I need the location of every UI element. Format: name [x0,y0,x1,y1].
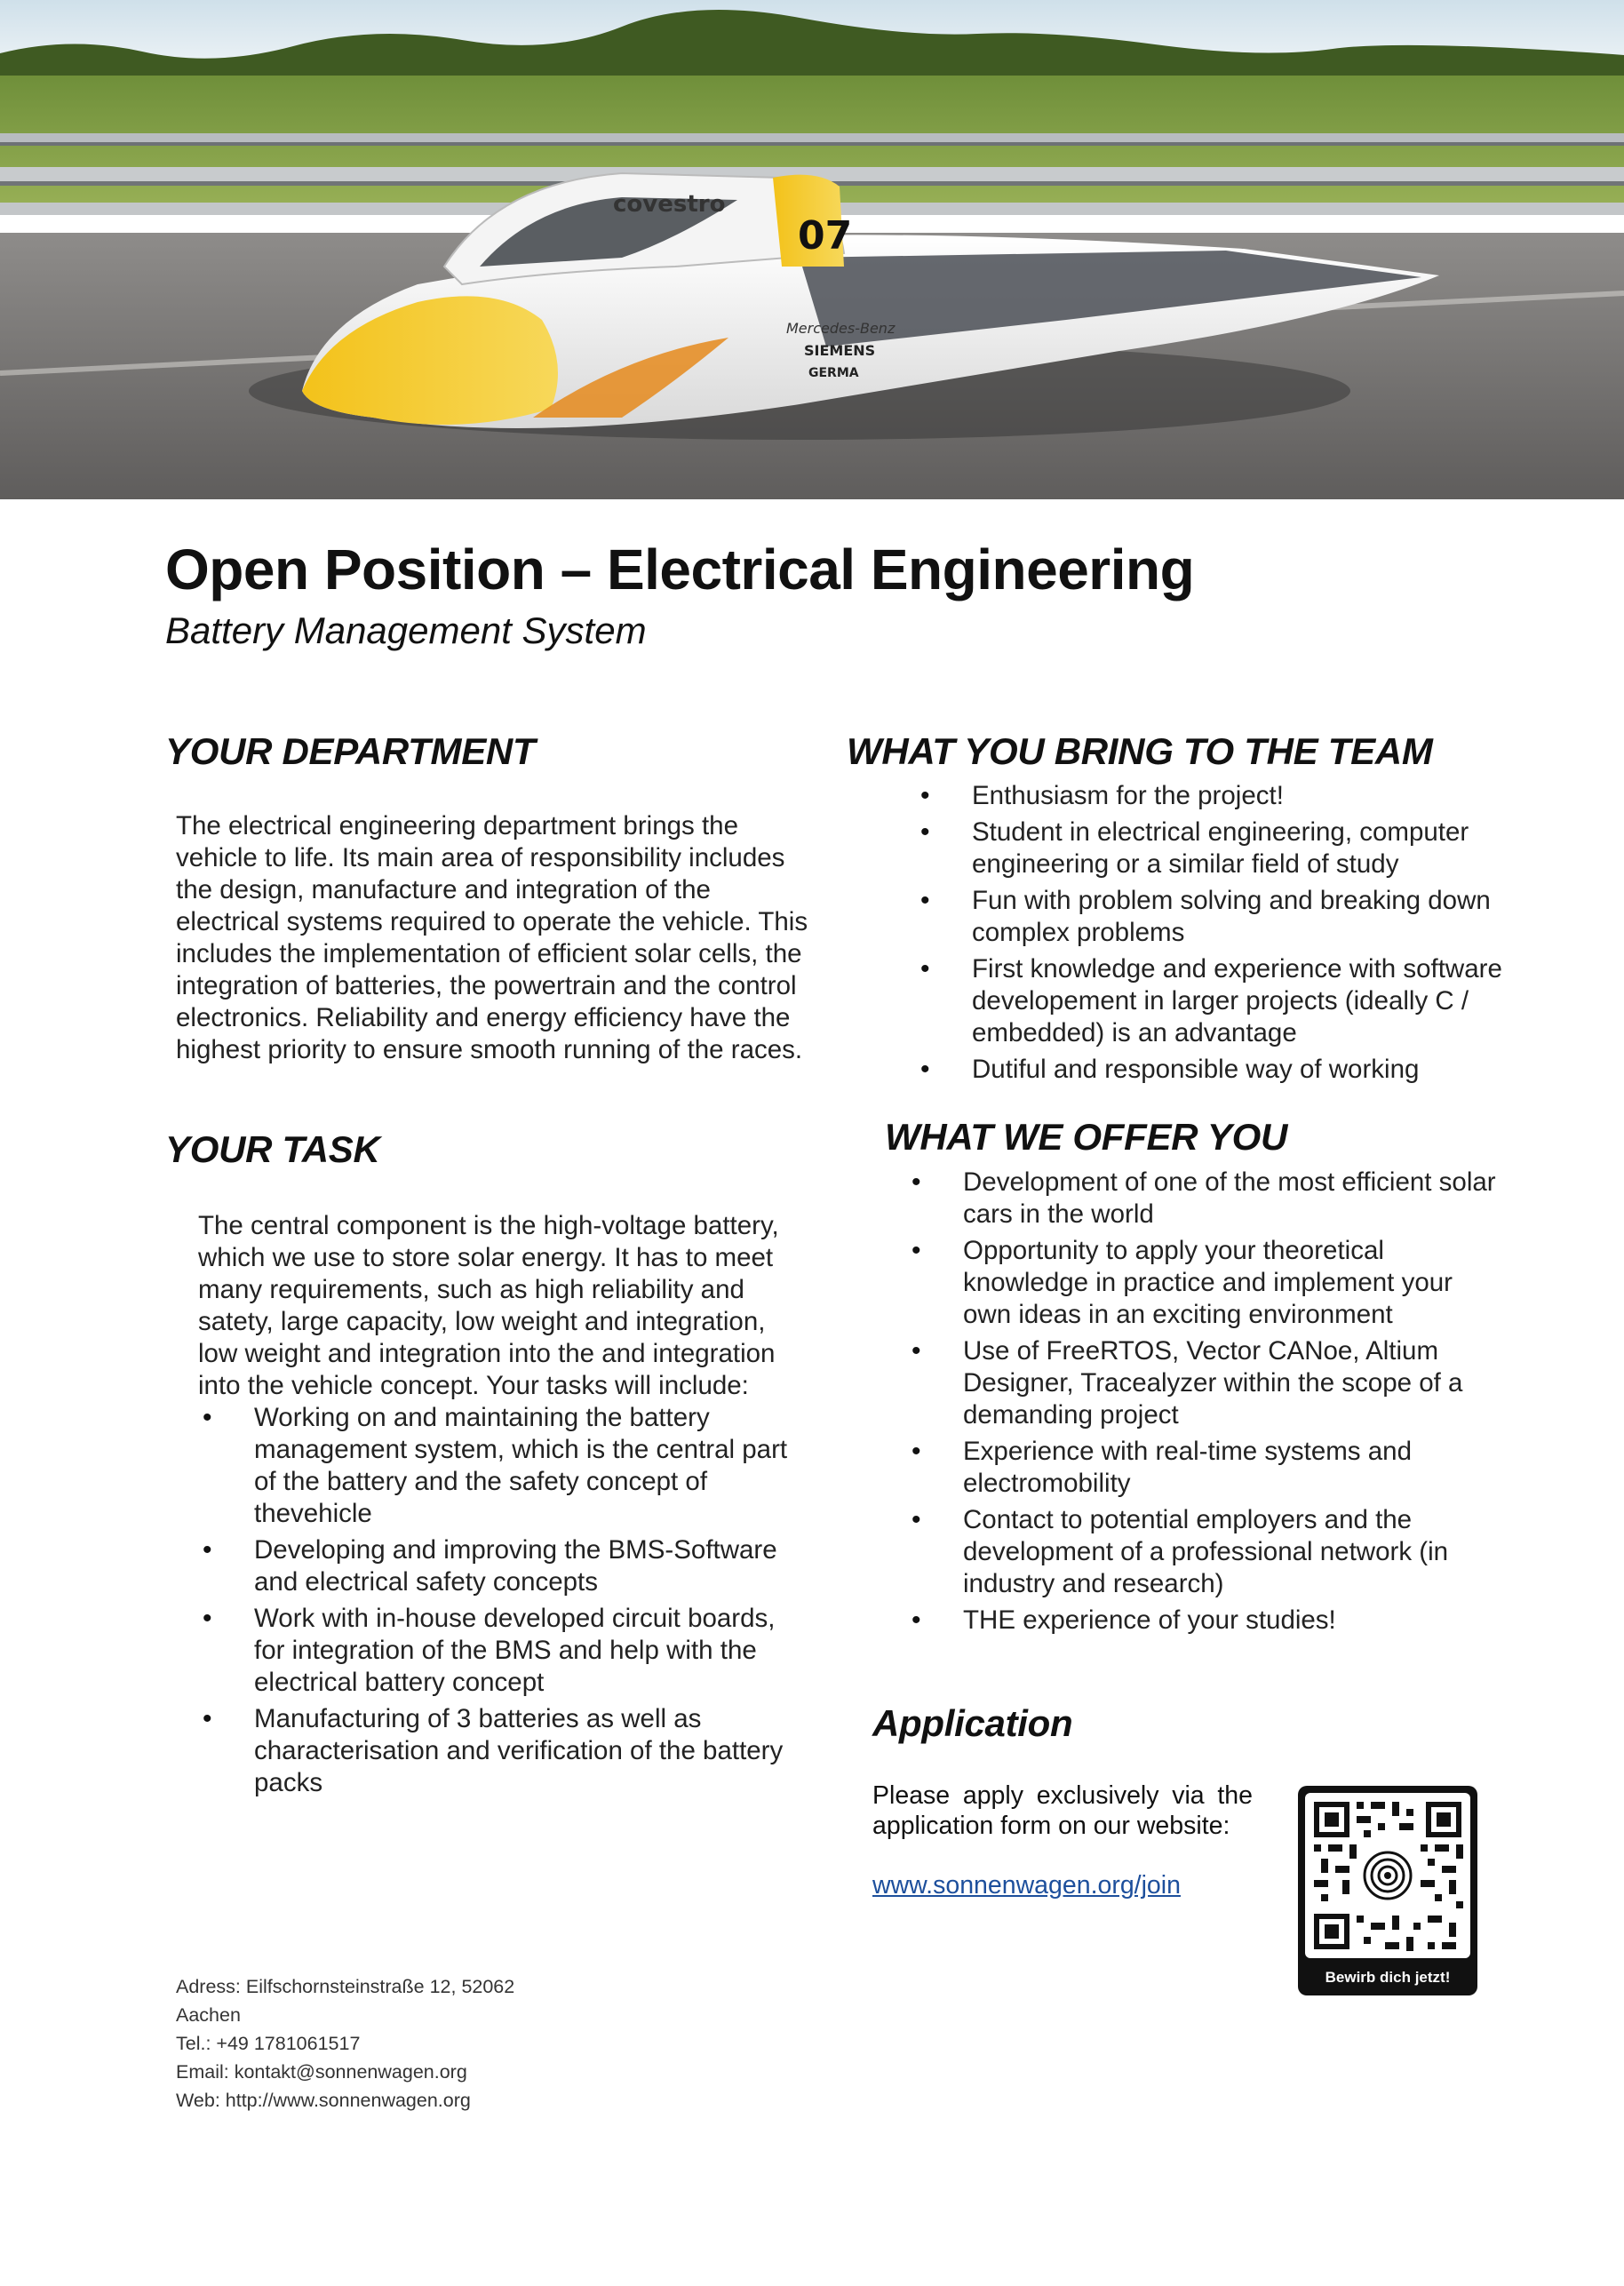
sponsor-logo-mercedes: Mercedes-Benz [786,320,896,337]
list-item: • Student in electrical engineering, computer engineering or a similar field of study [920,816,1517,880]
email-address: Email: kontakt@sonnenwagen.org [176,2061,467,2083]
qr-caption: Bewirb dich jetzt! [1325,1969,1451,1986]
address-line: Adress: Eilfschornsteinstraße 12, 52062 [176,1976,515,1997]
address-city: Aachen [176,2004,241,2026]
application-text: Please apply exclusively via the application form on our website: [872,1781,1253,1840]
offer-heading: WHAT WE OFFER YOU [885,1116,1287,1158]
website-url: Web: http://www.sonnenwagen.org [176,2090,471,2111]
list-item: • Fun with problem solving and breaking down complex problems [920,885,1517,949]
department-text: The electrical engineering department brings the vehicle to life. Its main area of responsibility includes the design, manufacture and integration of the electrical systems required to operate the vehicle. This includes the implementation of efficient solar cells, the integration of batteries, the powertrain and the control electronics. Reliability and energy efficiency have the highest priority to ensure smooth running of the races. [176,811,808,1064]
qr-code-icon [1305,1793,1470,1958]
list-item: • Work with in-house developed circuit boards, for integration of the BMS and help with the electrical battery concept [203,1603,800,1699]
bring-list [920,780,1517,1090]
list-item: • Dutiful and responsible way of working [920,1054,1517,1086]
list-item: • Working on and maintaining the battery management system, which is the central part of the battery and the safety concept of thevehicle [203,1402,800,1530]
list-item: • Experience with real-time systems and electromobility [912,1436,1498,1500]
sponsor-logo-siemens: SIEMENS [804,342,876,359]
list-item: • First knowledge and experience with software developement in larger projects (ideally C / embedded) is an advantage [920,953,1517,1049]
qr-code[interactable] [1298,1786,1477,1995]
list-item: • Contact to potential employers and the development of a professional network (in industry and research) [912,1504,1498,1600]
sponsor-logo-covestro: covestro [613,191,726,218]
page-subtitle: Battery Management System [165,609,647,651]
list-item: • Use of FreeRTOS, Vector CANoe, Altium Designer, Tracealyzer within the scope of a demanding project [912,1335,1498,1431]
sponsor-logo-germa: GERMA [808,366,859,380]
footer-contact [176,1972,514,2115]
task-heading: YOUR TASK [165,1128,380,1170]
list-item: • Developing and improving the BMS-Software and electrical safety concepts [203,1534,800,1598]
list-item: • Development of one of the most efficient solar cars in the world [912,1167,1498,1231]
bring-heading: WHAT YOU BRING TO THE TEAM [847,730,1433,772]
list-item: • THE experience of your studies! [912,1605,1498,1637]
list-item: • Opportunity to apply your theoretical knowledge in practice and implement your own ideas in an exciting environment [912,1235,1498,1331]
list-item: • Enthusiasm for the project! [920,780,1517,812]
application-heading: Application [872,1702,1073,1744]
offer-list [912,1167,1498,1641]
application-link[interactable]: www.sonnenwagen.org/join [872,1871,1181,1900]
car-number: 07 [798,213,853,259]
task-list [203,1402,800,1804]
task-intro: The central component is the high-voltage battery, which we use to store solar energy. It has to meet many requirements, such as high reliability and satety, large capacity, low weight and integration, low weight and integration into the and integration into the vehicle concept. Your tasks will include: [198,1211,779,1400]
hero-image [0,0,1624,499]
department-heading: YOUR DEPARTMENT [165,730,536,772]
list-item: • Manufacturing of 3 batteries as well as characterisation and verification of the battery packs [203,1703,800,1799]
phone-number: Tel.: +49 1781061517 [176,2033,361,2054]
page-title: Open Position – Electrical Engineering [165,538,1195,601]
